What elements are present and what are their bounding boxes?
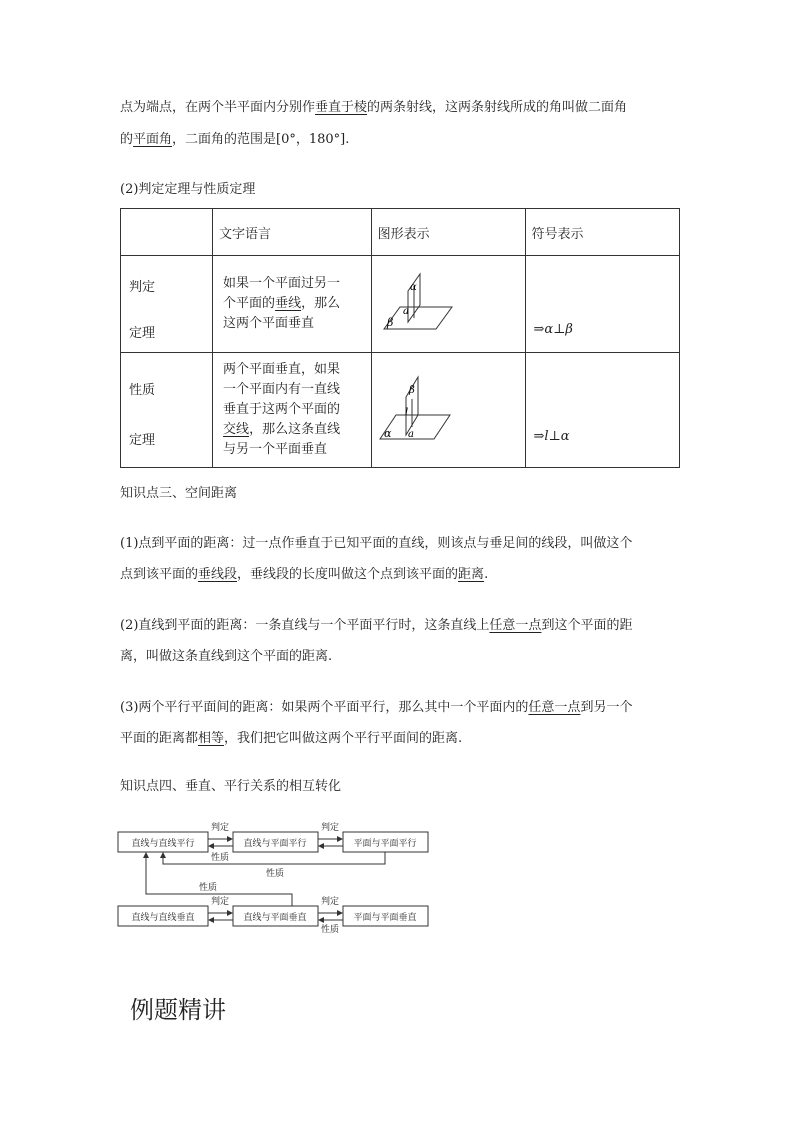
box-label: 直线与平面平行 — [243, 839, 307, 849]
text: 的 — [120, 132, 134, 147]
header-cell-figure: 图形表示 — [371, 209, 525, 256]
relation-diagram — [110, 818, 440, 934]
text-line — [223, 294, 365, 314]
theorem-table — [120, 208, 680, 468]
underlined-term: 相等 — [198, 731, 225, 746]
label-beta: β — [408, 385, 415, 396]
underlined-term: 交线 — [223, 422, 250, 437]
intro-line-2 — [120, 126, 690, 154]
label-a: a — [402, 306, 409, 317]
label-alpha: α — [409, 282, 417, 293]
text-line: 如果一个平面过另一 — [223, 276, 341, 291]
arrow-label: 判定 — [320, 823, 340, 833]
perpendicular-planes-property-figure — [372, 353, 513, 463]
text: 的两条射线，这两条射线所成的角叫做二面角 — [367, 100, 628, 115]
text-line: 一个平面内有一直线 — [223, 382, 341, 397]
underlined-term: 垂线段 — [198, 567, 238, 582]
header-cell-symbol: 符号表示 — [525, 209, 680, 256]
text: ，我们把它叫做这两个平行平面间的距离. — [224, 731, 463, 746]
text: 点到该平面的 — [120, 567, 199, 582]
text: 平面的距离都 — [120, 731, 199, 746]
arrow-label: 判定 — [210, 897, 230, 907]
header-cell-empty — [121, 209, 213, 256]
text-language-cell — [213, 256, 372, 353]
text: (2)直线到平面的距离：一条直线与一个平面平行时，这条直线上 — [120, 618, 490, 633]
distance-3-line-2 — [120, 725, 690, 753]
row-label-top: 性质 — [129, 383, 156, 398]
underlined-term: 垂线 — [275, 296, 302, 311]
row-label-top: 判定 — [129, 280, 156, 295]
symbol-cell — [525, 256, 680, 353]
text-line — [223, 420, 365, 440]
arrow-label: 性质 — [198, 883, 218, 893]
text: 到另一个 — [580, 700, 633, 715]
plane-beta — [384, 307, 452, 329]
arrow-return-top — [163, 852, 385, 864]
text-line: 这两个平面垂直 — [223, 316, 315, 331]
box-label: 直线与直线平行 — [131, 839, 195, 849]
kp4-title: 知识点四、垂直、平行关系的相互转化 — [120, 779, 342, 794]
perpendicular-planes-figure — [372, 256, 513, 348]
row-label-cell — [121, 353, 213, 468]
text-line: 两个平面垂直，如果 — [223, 362, 341, 377]
arrow-label: 性质 — [320, 925, 340, 934]
figure-cell — [371, 353, 525, 468]
symbol-text: ⇒l⊥α — [533, 429, 570, 444]
table-row-judgement — [121, 256, 680, 353]
label-a: a — [407, 429, 414, 440]
label-l: l — [404, 407, 408, 418]
text-language-cell — [213, 353, 372, 468]
text-line: 与另一个平面垂直 — [223, 442, 328, 457]
underlined-term: 平面角 — [133, 132, 173, 147]
table-header-row — [121, 209, 680, 256]
underlined-term: 任意一点 — [528, 700, 581, 715]
text: ，垂线段的长度叫做这个点到该平面的 — [237, 567, 459, 582]
arrow-label: 性质 — [265, 869, 285, 879]
intro-line-1 — [120, 94, 690, 122]
arrow-label: 性质 — [210, 853, 230, 863]
text: ，那么这条直线 — [249, 422, 341, 437]
kp3-title: 知识点三、空间距离 — [120, 486, 238, 501]
text: 个平面的 — [223, 296, 276, 311]
distance-2-line-2: 离，叫做这条直线到这个平面的距离. — [120, 649, 333, 664]
section-2-title: (2)判定定理与性质定理 — [120, 182, 256, 197]
label-beta: β — [386, 316, 394, 329]
text: ，那么 — [301, 296, 341, 311]
arrow-label: 判定 — [210, 823, 230, 833]
row-label-cell — [121, 256, 213, 353]
underlined-term: 任意一点 — [489, 618, 542, 633]
text: 点为端点，在两个半平面内分别作 — [120, 100, 316, 115]
symbol-cell — [525, 353, 680, 468]
distance-3-line-1 — [120, 694, 690, 722]
text: . — [484, 567, 489, 582]
box-label: 直线与直线垂直 — [131, 913, 195, 923]
figure-cell — [371, 256, 525, 353]
row-label-bottom: 定理 — [129, 433, 156, 448]
distance-1-line-2 — [120, 561, 690, 589]
symbol-text: ⇒α⊥β — [533, 322, 573, 337]
label-alpha: α — [383, 427, 392, 440]
distance-2-line-1 — [120, 612, 690, 640]
table-row-property — [121, 353, 680, 468]
section-heading: 例题精讲 — [130, 996, 226, 1024]
underlined-term: 垂直于棱 — [315, 100, 368, 115]
underlined-term: 距离 — [458, 567, 485, 582]
text: 到这个平面的距 — [541, 618, 633, 633]
header-cell-text-language: 文字语言 — [213, 209, 372, 256]
arrow-label: 判定 — [320, 897, 340, 907]
distance-1-line-1: (1)点到平面的距离：过一点作垂直于已知平面的直线，则该点与垂足间的线段，叫做这个 — [120, 536, 633, 551]
text: ，二面角的范围是[0°，180°]. — [172, 132, 350, 147]
row-label-bottom: 定理 — [129, 326, 156, 341]
box-label: 平面与平面平行 — [353, 839, 417, 849]
box-label: 平面与平面垂直 — [353, 913, 417, 923]
box-label: 直线与平面垂直 — [243, 913, 307, 923]
text-line: 垂直于这两个平面的 — [223, 402, 341, 417]
text: (3)两个平行平面间的距离：如果两个平面平行，那么其中一个平面内的 — [120, 700, 529, 715]
